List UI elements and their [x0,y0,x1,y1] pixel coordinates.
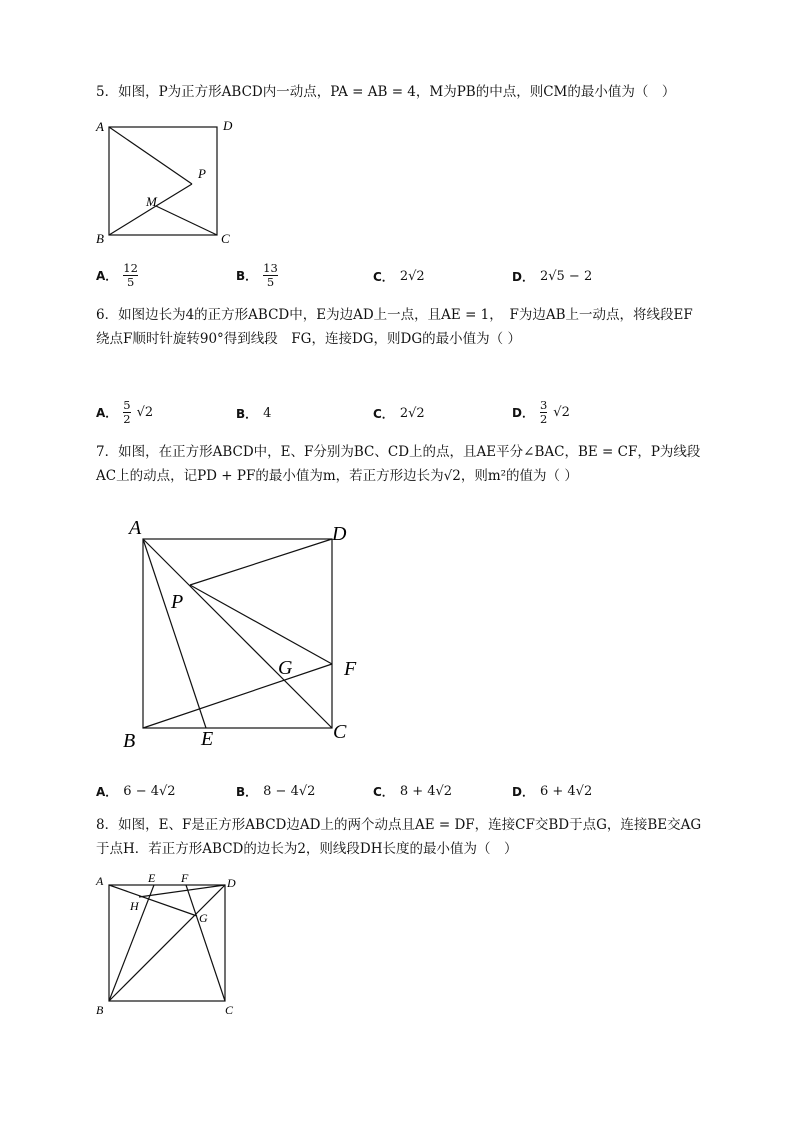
q5-option-a[interactable]: A． $\frac{12}{5}$ [96,261,138,289]
label-h: H [130,899,139,913]
label-a: A [129,517,142,539]
q6-options [96,399,706,429]
figure-q7 [110,505,380,760]
label-c: C [221,231,230,246]
q5-options [96,262,706,292]
label-a: A [96,119,104,134]
q5-option-d[interactable]: D． 2√5 − 2 [512,269,593,284]
label-a: A [96,874,104,888]
q7-option-b[interactable]: B． 8 − 4√2 [236,784,316,799]
label-b: B [96,231,104,246]
label-d: D [332,523,347,545]
label-d: D [227,876,236,890]
question-8-text: 8．如图，E、F是正方形ABCD边AD上的两个动点且AE = DF，连接CF交BD于点G，连接BE交AG于点H．若正方形ABCD的边长为2，则线段DH长度的最小值为（ ） [96,817,702,857]
label-f: F [181,871,189,885]
q6-option-b[interactable]: B． 4 [236,406,272,421]
label-c: C [225,1003,234,1017]
label-c: C [333,721,347,743]
label-b: B [96,1003,104,1017]
q7-options [96,783,706,813]
label-g: G [278,657,293,679]
q6-option-a[interactable]: A． $\frac{5}{2}$ √2 [96,398,154,426]
label-p: P [171,591,184,613]
q7-option-c[interactable]: C． 8 + 4√2 [373,784,453,799]
label-f: F [344,658,357,680]
figure-q5 [90,112,250,252]
figure-q8 [90,870,250,1020]
q7-option-d[interactable]: D． 6 + 4√2 [512,784,593,799]
label-e: E [201,728,214,750]
label-m: M [146,194,157,209]
question-7-text: 7．如图，在正方形ABCD中，E、F分别为BC、CD上的点，且AE平分∠BAC，BE = CF，P为线段AC上的动点，记PD + PF的最小值为m，若正方形边长为√2，则m²的值为（ ） [96,444,701,484]
q5-option-b[interactable]: B． $\frac{13}{5}$ [236,261,278,289]
label-d: D [223,118,233,133]
q5-option-c[interactable]: C． 2√2 [373,269,425,284]
q6-option-c[interactable]: C． 2√2 [373,406,425,421]
label-g: G [199,911,208,925]
q7-option-a[interactable]: A． 6 − 4√2 [96,784,176,799]
label-b: B [123,730,136,752]
label-p: P [198,166,206,181]
question-5-text: 5．如图，P为正方形ABCD内一动点，PA = AB = 4，M为PB的中点，则CM的最小值为（ ） [96,84,676,100]
q6-option-d[interactable]: D． $\frac{3}{2}$ √2 [512,398,570,426]
label-e: E [148,871,156,885]
question-6-text: 6．如图边长为4的正方形ABCD中，E为边AD上一点，且AE = 1， F为边AB上一动点，将线段EF绕点F顺时针旋转90°得到线段 FG，连接DG，则DG的最小值为（ ） [96,307,693,347]
